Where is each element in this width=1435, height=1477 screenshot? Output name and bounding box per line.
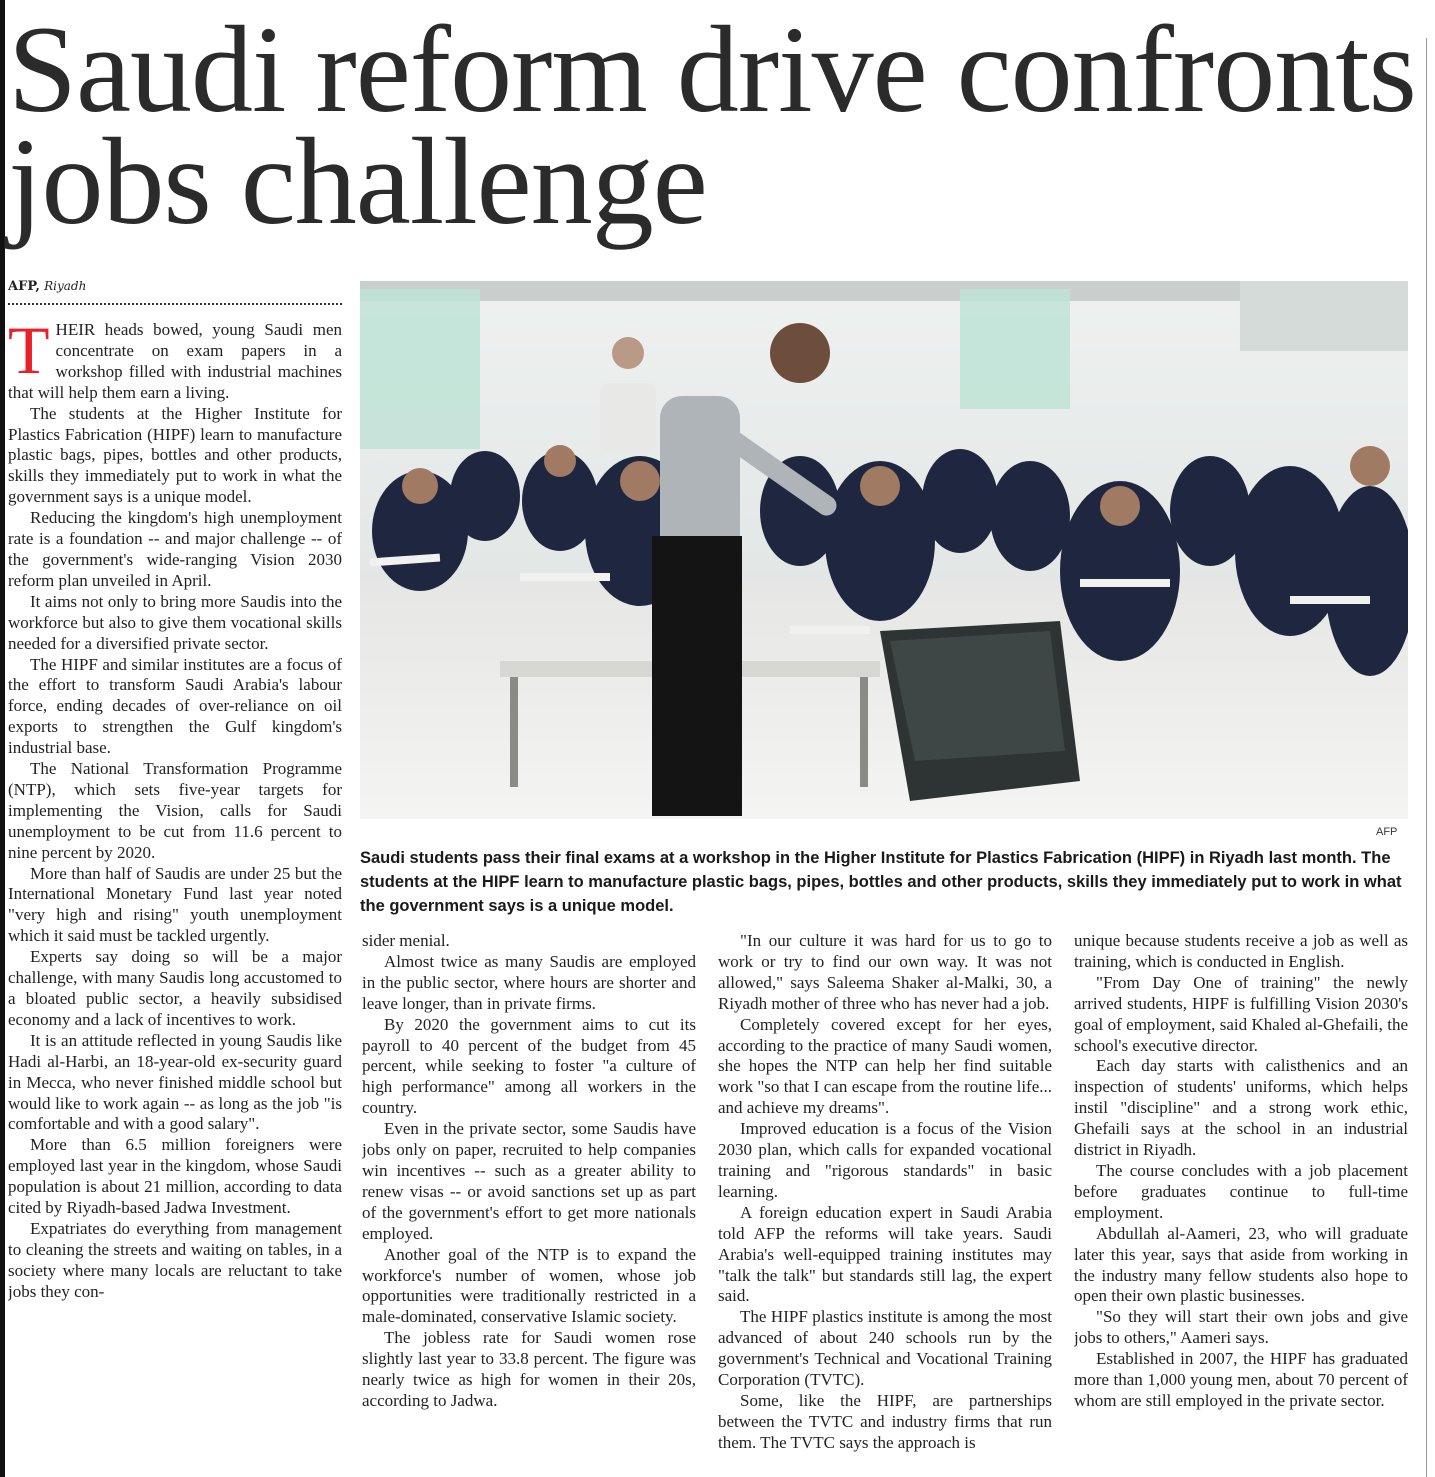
- photo-credit: AFP: [1376, 826, 1398, 838]
- paragraph: It aims not only to bring more Saudis into the workforce but also to give them vocational skills needed for a diversified private sector.: [8, 591, 342, 653]
- right-column-rule: [1426, 38, 1427, 1477]
- paragraph: The HIPF and similar institutes are a focus of the effort to transform Saudi Arabia's labour force, ending decades of over-reliance on oil exports to strengthen the Gulf kingdom's industrial base.: [8, 654, 342, 758]
- paragraph: Even in the private sector, some Saudis have jobs only on paper, recruited to help companies win incentives -- such as a greater ability to renew visas -- or avoid sanctions set up as part of the government's effort to get more nationals employed.: [362, 1119, 696, 1243]
- byline-place: Riyadh: [44, 279, 87, 293]
- article-column-1: [8, 320, 342, 1477]
- left-column-rule: [0, 0, 5, 1477]
- byline-divider: [8, 303, 342, 305]
- paragraph: Established in 2007, the HIPF has graduated more than 1,000 young men, about 70 percent of whom are still employed in the private sector.: [1074, 1349, 1408, 1410]
- paragraph: The students at the Higher Institute for Plastics Fabrication (HIPF) learn to manufacture plastic bags, pipes, bottles and other products, skills they immediately put to work in what the government says is a unique model.: [8, 403, 342, 507]
- paragraph: Some, like the HIPF, are partnerships between the TVTC and industry firms that run them. The TVTC says the approach is: [718, 1390, 1052, 1452]
- paragraph: The jobless rate for Saudi women rose slightly last year to 33.8 percent. The figure was nearly twice as high for women in their 20s, according to Jadwa.: [362, 1328, 696, 1410]
- paragraph: Completely covered except for her eyes, according to the practice of many Saudi women, she hopes the NTP can help her find suitable work "so that I can escape from the routine life... and achieve my dreams".: [718, 1014, 1052, 1118]
- paragraph: More than half of Saudis are under 25 but the International Monetary Fund last year noted "very high and rising" youth unemployment which it said must be tackled urgently.: [8, 863, 342, 946]
- paragraph: "So they will start their own jobs and give jobs to others," Aameri says.: [1074, 1307, 1408, 1348]
- paragraph: "In our culture it was hard for us to go to work or try to find our own way. It was not allowed," says Saleema Shaker al-Malki, 30, a Riyadh mother of three who has never had a job.: [718, 931, 1052, 1013]
- paragraph: It is an attitude reflected in young Saudis like Hadi al-Harbi, an 18-year-old ex-security guard in Mecca, who never finished middle school but would like to work again -- as long as the job "is comfortable and with a good salary".: [8, 1030, 342, 1134]
- article-column-2: [362, 931, 696, 1477]
- paragraph: Improved education is a focus of the Vision 2030 plan, which calls for expanded vocational training and "rigorous standards" in basic learning.: [718, 1119, 1052, 1201]
- byline-agency: AFP,: [8, 279, 40, 294]
- paragraph: Experts say doing so will be a major challenge, with many Saudis long accustomed to a bloated public sector, a heavily subsidised economy and a lack of incentives to work.: [8, 947, 342, 1029]
- paragraph: The HIPF plastics institute is among the most advanced of about 240 schools run by the government's Technical and Vocational Training Corporation (TVTC).: [718, 1307, 1052, 1390]
- lead-paragraph: [8, 320, 342, 404]
- drop-cap: T: [8, 320, 50, 388]
- paragraph: Each day starts with calisthenics and an inspection of students' uniforms, which helps instil "discipline" and a strong work ethic, Ghefaili says at the school in an industrial district in Riyadh.: [1074, 1056, 1408, 1160]
- paragraph: The course concludes with a job placement before graduates continue to full-time employment.: [1074, 1160, 1408, 1222]
- paragraph: "From Day One of training" the newly arrived students, HIPF is fulfilling Vision 2030's goal of employment, said Khaled al-Ghefaili, the school's executive director.: [1074, 972, 1408, 1055]
- paragraph: unique because students receive a job as well as training, which is conducted in English.: [1074, 931, 1408, 971]
- paragraph: The National Transformation Programme (NTP), which sets five-year targets for implementing the Vision, calls for Saudi unemployment to be cut from 11.6 percent to nine percent by 2020.: [8, 759, 342, 862]
- paragraph: sider menial.: [362, 931, 450, 950]
- paragraph: More than 6.5 million foreigners were employed last year in the kingdom, whose Saudi population is about 21 million, according to data cited by Riyadh-based Jadwa Investment.: [8, 1135, 342, 1218]
- headline: Saudi reform drive confronts jobs challenge: [8, 1, 1416, 250]
- photo-caption: Saudi students pass their final exams at a workshop in the Higher Institute for Plastics Fabrication (HIPF) in Riyadh last month. The students at the HIPF learn to manufacture plastic bags, pipes, bottles and other products, skills they immediately put to work in what the government says is a unique model.: [360, 849, 1402, 915]
- news-photo: [360, 281, 1408, 819]
- article-column-4: [1074, 931, 1408, 1477]
- paragraph: Abdullah al-Aameri, 23, who will graduate later this year, says that aside from working in the industry many fellow students also hope to open their own plastic businesses.: [1074, 1223, 1408, 1306]
- paragraph: Another goal of the NTP is to expand the workforce's number of women, whose job opportunities were traditionally restricted in a male-dominated, conservative Islamic society.: [362, 1244, 696, 1327]
- paragraph: A foreign education expert in Saudi Arabia told AFP the reforms will take years. Saudi Arabia's well-equipped training institutes may "talk the talk" but standards still lag, the expert said.: [718, 1202, 1052, 1306]
- paragraph: Almost twice as many Saudis are employed in the public sector, where hours are shorter and leave longer, than in private firms.: [362, 951, 696, 1013]
- paragraph: By 2020 the government aims to cut its payroll to 40 percent of the budget from 45 percent, while seeking to foster "a culture of high performance" among all workers in the country.: [362, 1014, 696, 1118]
- paragraph-text: HEIR heads bowed, young Saudi men concentrate on exam papers in a workshop filled with industrial machines that will help them earn a living.: [8, 320, 342, 402]
- byline: [8, 279, 86, 294]
- paragraph: Expatriates do everything from management to cleaning the streets and waiting on tables, in a society where many locals are reluctant to take jobs they con-: [8, 1218, 342, 1301]
- paragraph: Reducing the kingdom's high unemployment rate is a foundation -- and major challenge -- of the government's wide-ranging Vision 2030 reform plan unveiled in April.: [8, 508, 342, 590]
- photo-illustration: [360, 281, 1408, 819]
- article-column-3: [718, 931, 1052, 1477]
